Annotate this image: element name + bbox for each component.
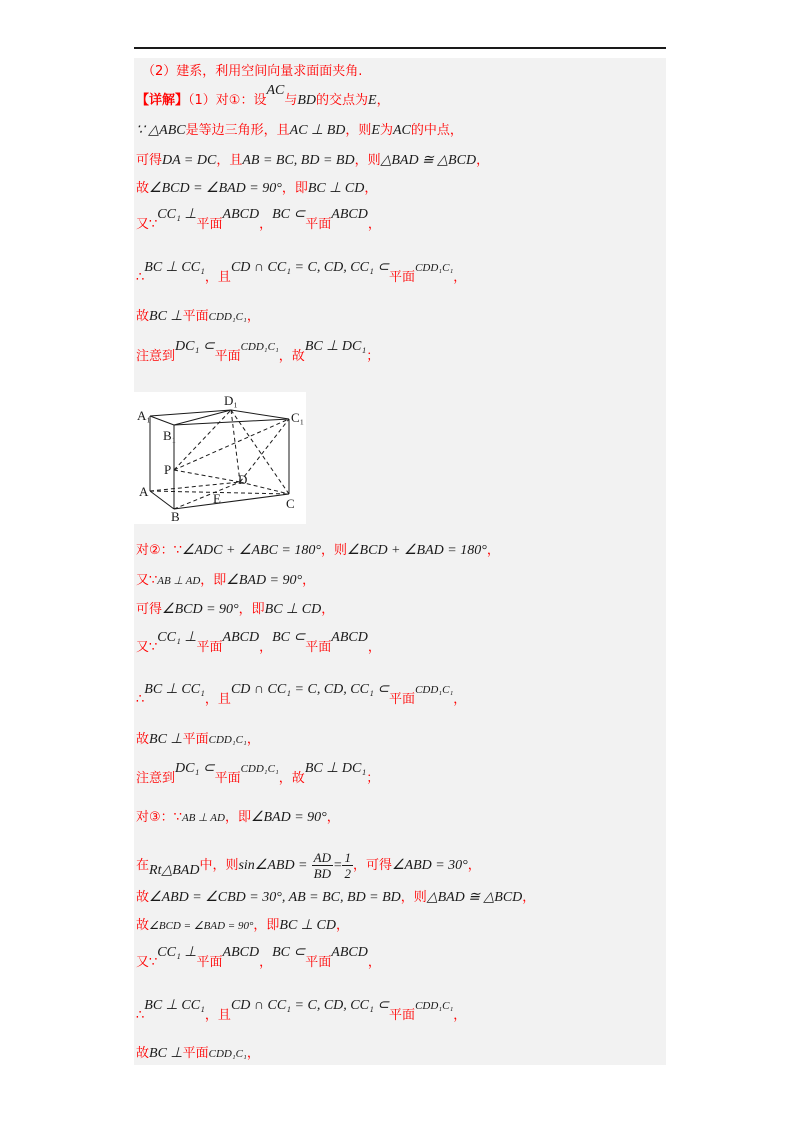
case1-line2: ∵ △ABC是等边三角形，且AC ⊥ BD，则E为AC的中点， <box>136 123 463 138</box>
label-D1: D₁ <box>224 393 238 408</box>
case1-line3: 可得DA = DC，且AB = BC, BD = BD，则△BAD ≅ △BCD， <box>136 153 490 168</box>
case2-line2: 又∵AB ⊥ AD，即∠BAD = 90°， <box>136 573 316 588</box>
edge-PD-dashed <box>174 470 240 482</box>
prism-figure <box>134 392 306 524</box>
case2-line6: 故BC ⊥平面CDD₁C₁， <box>136 732 260 747</box>
case3-line3: 故∠ABD = ∠CBD = 30°, AB = BC, BD = BD，则△BAD ≅ △BCD， <box>136 890 536 905</box>
top-rule <box>134 47 666 49</box>
label-B: B <box>171 509 180 524</box>
case3-line7: 故BC ⊥平面CDD₁C₁， <box>136 1046 260 1061</box>
case2-line4: 又∵CC₁ ⊥平面ABCD，BC ⊂平面ABCD， <box>136 630 381 655</box>
edge-PC1-dashed <box>174 419 289 470</box>
edge-PD1-dashed <box>174 410 231 470</box>
label-E: E <box>213 491 221 506</box>
solution-tag: 【详解】 <box>136 93 189 108</box>
case1-line5: 又∵CC₁ ⊥平面ABCD，BC ⊂平面ABCD， <box>136 207 381 232</box>
fraction-one-half: $\frac{1}{2}$ <box>344 850 351 881</box>
step-note: （2）建系，利用空间向量求面面夹角. <box>142 64 363 79</box>
label-A1: A₁ <box>137 408 151 423</box>
prism-diagram <box>134 392 306 524</box>
label-A: A <box>139 484 149 499</box>
label-P: P <box>164 462 172 477</box>
case1-line7: 故BC ⊥平面CDD₁C₁， <box>136 309 260 324</box>
edge-B1C1 <box>174 419 289 425</box>
case1-line8: 注意到DC₁ ⊂平面$^{CDD_1C_1}$，故BC ⊥ DC₁； <box>136 339 380 364</box>
case3-line2: 在Rt△BAD中，则sin∠ABD = $\frac{AD}{BD}$ = $\frac{1}{2}$ ，可得∠ABD = 30°， <box>136 850 481 881</box>
case2-line5: ∴BC ⊥ CC₁，且CD ∩ CC₁ = C, CD, CC₁ ⊂平面$^{CDD_1C_1}$， <box>136 682 467 707</box>
edge-BC <box>174 494 289 509</box>
case3-line6: ∴BC ⊥ CC₁，且CD ∩ CC₁ = C, CD, CC₁ ⊂平面$^{CDD_1C_1}$， <box>136 998 467 1023</box>
case1-line6: ∴BC ⊥ CC₁，且CD ∩ CC₁ = C, CD, CC₁ ⊂平面$^{CDD_1C_1}$， <box>136 260 467 285</box>
case3-line1: 对③：∵AB ⊥ AD，即∠BAD = 90°， <box>136 810 340 825</box>
solution-panel <box>134 58 666 1065</box>
label-D: D <box>238 472 248 487</box>
case1-line1: 【详解】（1）对①：设AC与BD的交点为E， <box>136 83 390 108</box>
edge-AD-dashed <box>150 482 240 491</box>
case2-line1: 对②：∵∠ADC + ∠ABC = 180°，则∠BCD + ∠BAD = 180°， <box>136 543 500 558</box>
label-C: C <box>286 496 295 511</box>
case2-line7: 注意到DC₁ ⊂平面$^{CDD_1C_1}$，故BC ⊥ DC₁； <box>136 761 380 786</box>
edge-A1B1 <box>150 416 174 425</box>
edge-AB <box>150 491 174 509</box>
label-C1: C₁ <box>291 410 305 425</box>
case3-line5: 又∵CC₁ ⊥平面ABCD，BC ⊂平面ABCD， <box>136 945 381 970</box>
label-B1: B₁ <box>163 428 177 443</box>
case3-line4: 故∠BCD = ∠BAD = 90°，即BC ⊥ CD， <box>136 918 349 933</box>
edge-D1C1 <box>231 410 289 419</box>
fraction-ad-bd: $\frac{AD}{BD}$ <box>313 850 331 881</box>
case1-line4: 故∠BCD = ∠BAD = 90°，即BC ⊥ CD， <box>136 181 378 196</box>
case2-line3: 可得∠BCD = 90°，即BC ⊥ CD， <box>136 602 335 617</box>
